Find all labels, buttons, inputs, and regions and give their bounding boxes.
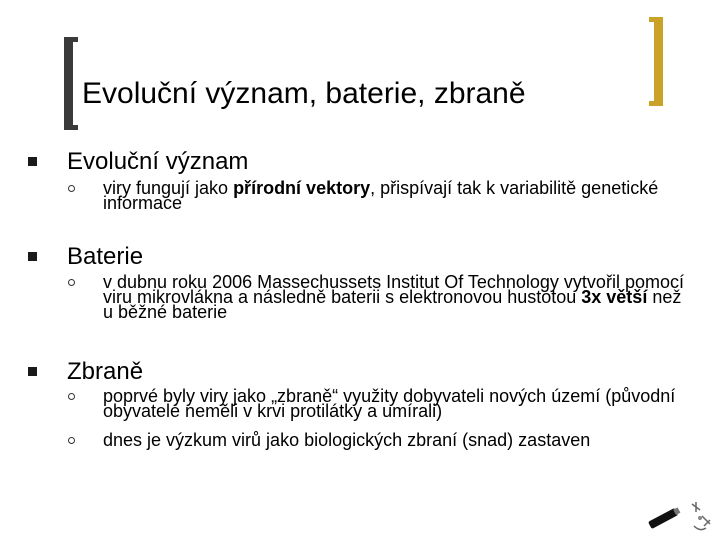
circle-bullet-icon xyxy=(68,393,75,400)
bullet-text: poprvé byly viry jako „zbraně“ využity dobyvateli nových území (původní obyvatelé neměli v krvi protilátky a umírali) xyxy=(103,386,676,421)
section-heading-label: Zbraně xyxy=(67,358,144,385)
circle-bullet-icon xyxy=(68,437,75,444)
square-bullet-icon xyxy=(28,157,37,166)
bullet-text: viry fungují jako přírodní vektory, přispívají tak k variabilitě genetické informace xyxy=(103,178,659,213)
section-heading-label: Baterie xyxy=(67,243,144,270)
left-bracket-decoration xyxy=(64,37,78,130)
pen-logo-icon xyxy=(642,496,714,536)
bullet-text: v dubnu roku 2006 Massechussets Institut Of Technology vytvořil pomocí viru mikrovlákna a následně baterii s elektronovou hustotou 3x větší než u běžné baterie xyxy=(103,272,684,322)
slide-title: Evoluční význam, baterie, zbraně xyxy=(82,77,526,110)
right-bracket-decoration xyxy=(649,17,663,106)
square-bullet-icon xyxy=(28,252,37,261)
section-heading-label: Evoluční význam xyxy=(67,148,249,175)
circle-bullet-icon xyxy=(68,185,75,192)
bullet-text: dnes je výzkum virů jako biologických zbraní (snad) zastaven xyxy=(103,430,591,450)
square-bullet-icon xyxy=(28,367,37,376)
circle-bullet-icon xyxy=(68,279,75,286)
